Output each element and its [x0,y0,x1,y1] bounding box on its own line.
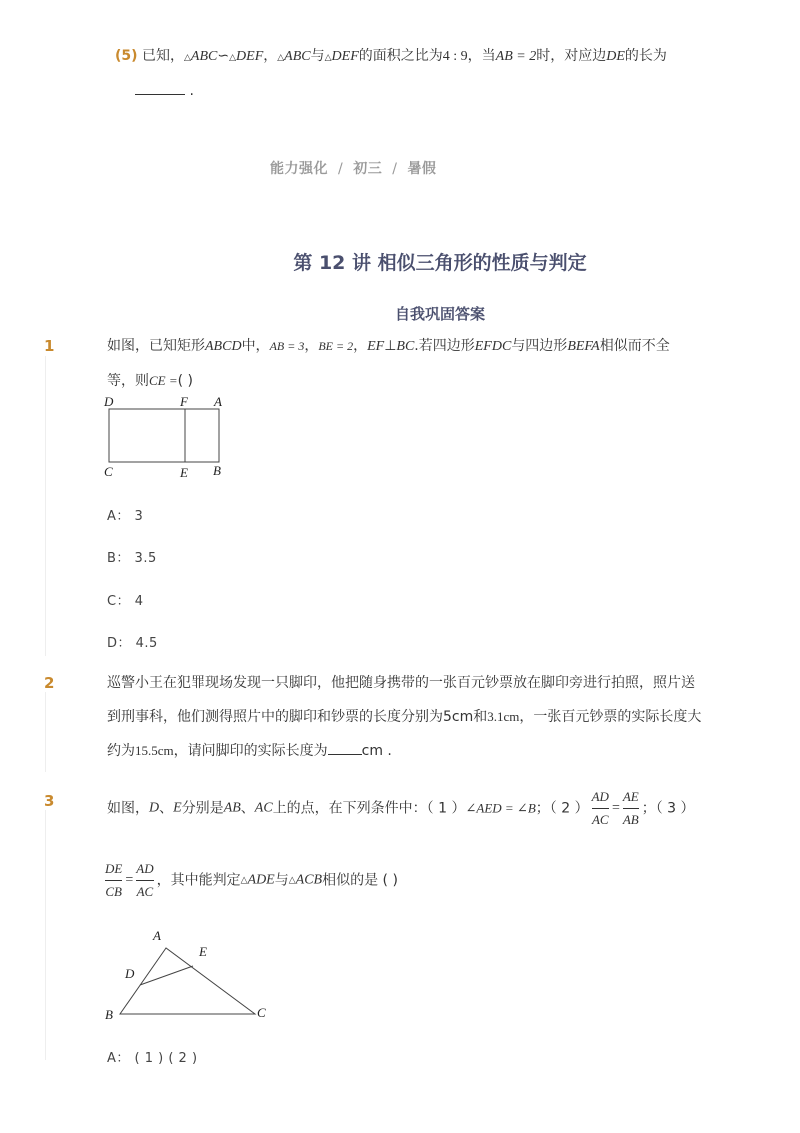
math: 4 : 9 [442,49,468,64]
denominator: AB [622,812,639,827]
text: 和 [473,709,488,725]
option-b[interactable]: B： 3.5 [107,551,157,566]
fraction-bar [136,880,153,881]
breadcrumb-separator: / [338,161,344,177]
math: CE = [149,373,178,388]
question-2-text [107,666,727,768]
math: BC [396,339,415,354]
math: AB [223,800,241,816]
numerator: AD [136,861,154,876]
perpendicular-symbol: ⊥ [384,338,397,354]
divider [45,692,46,772]
math: ADE [247,872,275,888]
math: BEFA [567,339,600,354]
triangle-icon: △ [324,53,332,63]
numerator: AD [591,789,609,804]
triangle-icon: △ [240,875,248,886]
triangle-icon: △ [184,53,191,63]
option-d[interactable]: D： 4.5 [107,636,158,651]
triangle-icon: △ [229,53,237,63]
text: 如图， [107,800,149,817]
divider [45,810,46,1060]
text: 约为 [107,743,135,759]
math: AC [254,800,273,816]
math: AB = 2 [495,49,537,64]
text: 相似的是 ( ) [322,872,398,889]
text: 如图，已知矩形 [107,338,205,354]
breadcrumb-item: 暑假 [407,161,437,177]
breadcrumb-separator: / [392,161,398,177]
text: 上的点，在下列条件中：（ 1 ） [272,800,466,817]
fraction-bar [623,808,639,809]
math: ACB [295,872,323,888]
math: DEF [236,49,264,64]
text: 时，对应边 [536,48,607,64]
numerator: AE [622,789,639,804]
fraction-bar [105,880,122,881]
math: DE [606,49,625,64]
text: ( ) [177,373,194,389]
point-label: A [153,928,161,943]
segment-de [140,966,193,985]
math: AB = 3 [269,339,305,353]
breadcrumb-item: 能力强化 [270,161,328,177]
triangle-abc [120,948,255,1014]
point-label: F [180,394,188,409]
equals-sign: = [125,872,134,888]
text: ， [304,338,319,354]
text: 巡警小王在犯罪现场发现一只脚印，他把随身携带的一张百元钞票放在脚印旁进行拍照，照片送 [107,675,695,691]
prev-question-number: (5) [115,48,138,64]
math: ABC [284,49,311,64]
prev-question [115,46,667,68]
point-label: D [125,966,135,981]
text: 与 [274,872,289,889]
text: 、 [240,800,255,817]
fraction-ad-ac [136,861,153,900]
text: . [189,83,194,99]
breadcrumb-item: 初三 [353,161,383,177]
fraction-de-cb [105,861,122,900]
triangle-figure [100,925,275,1025]
text: 等，则 [107,373,149,389]
triangle-icon: △ [277,53,285,63]
text: .若四边形 [414,338,475,354]
math: ∠AED = ∠B [465,800,536,816]
text: ；（ 2 ） [535,800,589,817]
text: 与 [310,48,325,64]
text: 的长为 [624,48,667,64]
point-label: D [104,394,114,409]
text: 中， [241,338,270,354]
option-a[interactable]: A： 3 [107,509,144,524]
blank-line [135,82,185,95]
similar-symbol: ∽ [217,48,230,64]
fraction-bar [592,808,609,809]
point-label: E [180,465,188,480]
math: EFDC [474,339,512,354]
question-number: 1 [44,337,55,355]
section-title: 自我巩固答案 [394,305,485,323]
text: cm . [361,743,392,759]
point-label: C [257,1005,266,1020]
option-a[interactable]: A： ( 1 ) ( 2 ) [107,1051,198,1066]
math: D [149,800,160,816]
math: ABC [190,49,218,64]
option-c[interactable]: C： 4 [107,594,144,609]
text: 与四边形 [511,338,568,354]
fraction-ae-ab [623,789,639,828]
text: 已知， [142,48,184,64]
lecture-title: 第 12 讲 相似三角形的性质与判定 [293,252,587,274]
denominator: AC [591,812,609,827]
math: E [173,800,182,816]
text: ，请问脚印的实际长度为 [173,743,328,759]
blank-line [328,742,362,755]
text: 到刑事科，他们测得照片中的脚印和钞票的长度分别为 [107,709,443,725]
text: 的面积之比为 [358,48,443,64]
answer-blank [135,82,194,99]
text: 5cm [443,709,474,725]
math: 15.5cm [135,743,174,758]
text: 、 [159,800,174,817]
question-3-line-1 [107,789,727,828]
math: 3.1cm [487,709,520,724]
question-1-text [107,329,727,398]
math: BE = 2 [318,339,354,353]
rectangle-abcd [109,409,219,462]
equals-sign: = [611,800,620,816]
math: EF [367,339,385,354]
fraction-ad-ac [592,789,609,828]
point-label: E [199,944,207,959]
question-number: 3 [44,792,55,810]
point-label: B [105,1007,113,1022]
rectangle-figure [100,392,235,482]
triangle-icon: △ [288,875,296,886]
text: ；（ 3 ） [641,800,695,817]
text: ，其中能判定 [156,872,241,889]
point-label: B [213,463,221,478]
text: ， [263,48,278,64]
text: ，一张百元钞票的实际长度大 [519,709,702,725]
text: ，当 [467,48,496,64]
text: ， [353,338,368,354]
text: 相似而不全 [599,338,670,354]
numerator: DE [105,861,123,876]
point-label: A [214,394,222,409]
math: DEF [331,49,359,64]
question-number: 2 [44,674,55,692]
math: ABCD [205,339,242,354]
question-3-line-2 [105,861,725,900]
divider [45,356,46,656]
breadcrumb [270,158,436,178]
denominator: CB [105,884,122,899]
point-label: C [104,464,113,479]
denominator: AC [136,884,154,899]
text: 分别是 [181,800,224,817]
